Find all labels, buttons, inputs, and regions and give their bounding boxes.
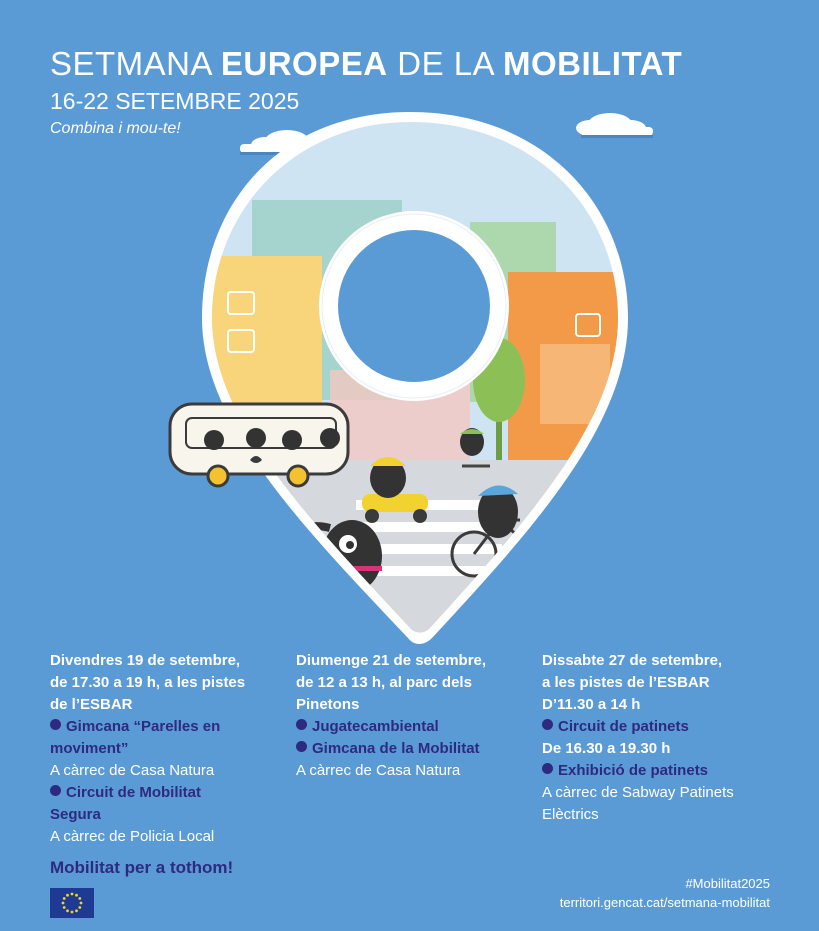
title-part-1: SETMANA — [50, 45, 221, 82]
title-part-4: MOBILITAT — [502, 45, 683, 82]
event-activity: Circuit de Mobilitat Segura — [50, 784, 201, 823]
eu-flag-icon — [50, 888, 94, 918]
event-when: Divendres 19 de setembre, de 17.30 a 19 h, a les pistes de l’ESBAR — [50, 652, 246, 713]
event-activity: Jugatecambiental — [296, 716, 526, 738]
event-organizer: A càrrec de Policia Local — [50, 828, 215, 845]
title-part-2: EUROPEA — [220, 45, 388, 82]
cloud-icon — [576, 113, 653, 136]
cloud-shadow — [581, 135, 653, 138]
event-organizer: A càrrec de Sabway Patinets Elèctrics — [542, 784, 734, 823]
event-activity: Gimcana de la Mobilitat — [296, 738, 526, 760]
bullet-dot-icon — [50, 719, 61, 730]
bullet-dot-icon — [542, 763, 553, 774]
event-dates: 16-22 SETEMBRE 2025 — [50, 88, 300, 114]
event-when: De 16.30 a 19.30 h — [542, 740, 671, 757]
bullet-dot-icon — [542, 719, 553, 730]
event-column-friday — [50, 650, 280, 848]
footer-slogan: Mobilitat per a tothom! — [50, 858, 234, 877]
pin-hole — [338, 230, 490, 382]
bullet-dot-icon — [296, 741, 307, 752]
footer-info — [560, 874, 770, 912]
event-when: Dissabte 27 de setembre, a les pistes de l’ESBAR D’11.30 a 14 h — [542, 652, 723, 713]
event-activity: Circuit de patinets — [542, 716, 782, 738]
event-organizer: A càrrec de Casa Natura — [296, 762, 461, 779]
bullet-dot-icon — [50, 785, 61, 796]
event-column-sunday — [296, 650, 526, 782]
header-slogan: Combina i mou-te! — [50, 120, 181, 137]
event-column-saturday — [542, 650, 782, 826]
bullet-dot-icon — [296, 719, 307, 730]
hashtag: #Mobilitat2025 — [685, 876, 770, 891]
title-part-3: DE LA — [387, 45, 503, 82]
event-activity: Exhibició de patinets — [542, 760, 782, 782]
website-link[interactable]: territori.gencat.cat/setmana-mobilitat — [559, 895, 770, 910]
event-when: Diumenge 21 de setembre, de 12 a 13 h, al parc dels Pinetons — [296, 652, 487, 713]
bus-icon — [170, 404, 348, 486]
event-activity: Gimcana “Parelles en moviment” — [50, 718, 221, 757]
event-organizer: A càrrec de Casa Natura — [50, 762, 215, 779]
